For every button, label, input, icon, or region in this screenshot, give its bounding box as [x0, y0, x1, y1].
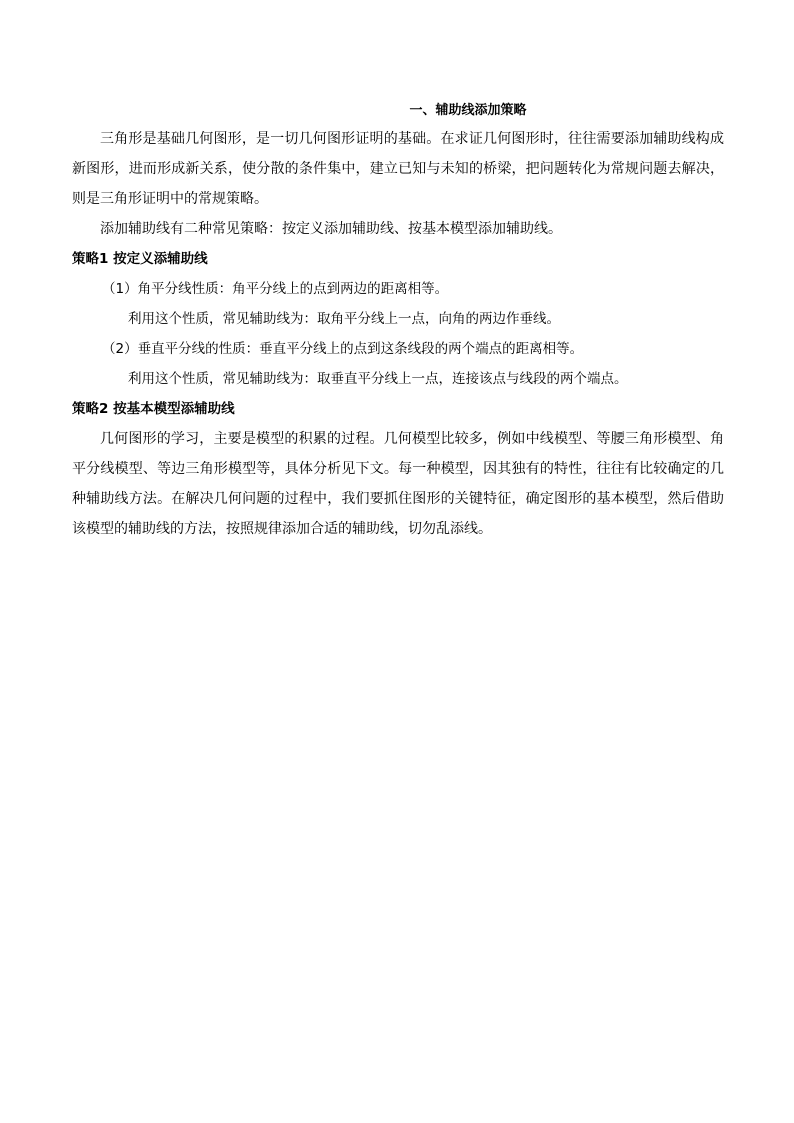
summary-paragraph: 添加辅助线有二种常见策略：按定义添加辅助线、按基本模型添加辅助线。	[100, 221, 562, 237]
strategy1-item-1: （1）角平分线性质：角平分线上的点到两边的距离相等。	[102, 281, 449, 297]
strategy1-item-2-note: 利用这个性质，常见辅助线为：取垂直平分线上一点，连接该点与线段的两个端点。	[128, 371, 628, 387]
strategy1-item-1-note: 利用这个性质，常见辅助线为：取角平分线上一点，向角的两边作垂线。	[128, 311, 560, 327]
document-page	[72, 100, 724, 544]
section-title: 一、辅助线添加策略	[409, 103, 527, 118]
strategy2-paragraph: 几何图形的学习，主要是模型的积累的过程。几何模型比较多，例如中线模型、等腰三角形模型、角平分线模型、等边三角形模型等，具体分析见下文。每一种模型，因其独有的特性，往往有比较确定的几种辅助线方法。在解决几何问题的过程中，我们要抓住图形的关键特征，确定图形的基本模型，然后借助该模型的辅助线的方法，按照规律添加合适的辅助线，切勿乱添线。	[72, 431, 724, 537]
strategy1-item-2: （2）垂直平分线的性质：垂直平分线上的点到这条线段的两个端点的距离相等。	[102, 341, 584, 357]
strategy2-heading: 策略2 按基本模型添辅助线	[72, 401, 235, 417]
strategy1-heading: 策略1 按定义添辅助线	[72, 251, 208, 267]
intro-paragraph: 三角形是基础几何图形，是一切几何图形证明的基础。在求证几何图形时，往往需要添加辅助线构成新图形，进而形成新关系，使分散的条件集中，建立已知与未知的桥梁，把问题转化为常规问题去解决，则是三角形证明中的常规策略。	[72, 131, 724, 207]
